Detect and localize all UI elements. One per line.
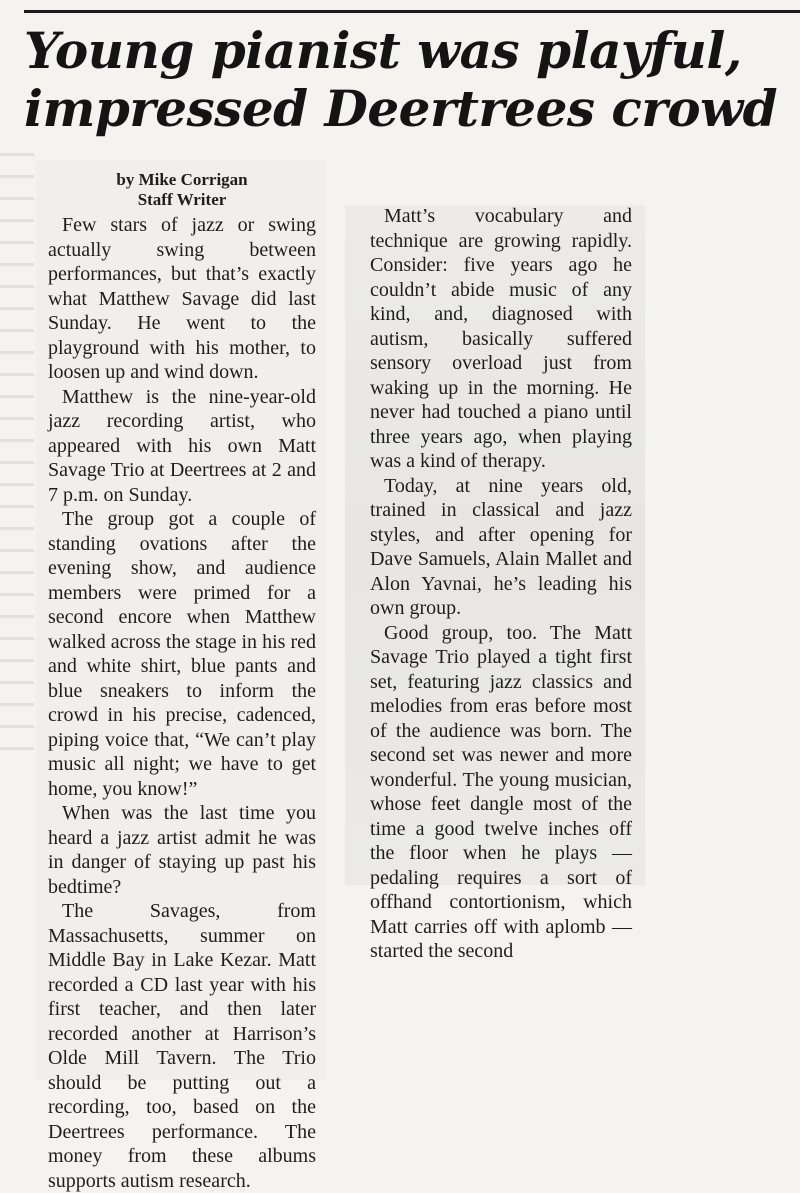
paragraph: Matt’s vocabulary and technique are growing rapidly. Consider: five years ago he couldn’t abide music of any kind, and, diagnosed with autism, basically suffered sensory overload just from waking up in the morning. He never had touched a piano until three years ago, when playing was a kind of therapy. (370, 205, 632, 472)
article-column-1 (48, 170, 316, 1193)
byline-author: by Mike Corrigan (116, 170, 248, 189)
paragraph: The group got a couple of standing ovations after the evening show, and audience members were primed for a second encore when Matthew walked across the stage in his red and white shirt, blue pants and blue sneakers to inform the crowd in his precise, cadenced, piping voice that, “We can’t play music all night; we have to get home, you know!” (48, 508, 316, 800)
article-column-2 (370, 204, 632, 964)
paragraph: Good group, too. The Matt Savage Trio played a tight first set, featuring jazz classics and melodies from eras before most of the audience was born. The second set was newer and more wonderful. The young musician, whose feet dangle most of the time a good twelve inches off the floor when he plays — pedaling requires a sort of offhand contortionism, which Matt carries off with aplomb — started the second (370, 621, 632, 962)
scan-edge (0, 150, 34, 750)
top-rule (24, 10, 800, 13)
paragraph: The Savages, from Massachusetts, summer on Middle Bay in Lake Kezar. Matt recorded a CD last year with his first teacher, and then later recorded another at Harrison’s Olde Mill Tavern. The Trio should be putting out a recording, too, based on the Deertrees performance. The money from these albums supports autism research. (48, 900, 316, 1192)
headline (24, 22, 800, 138)
byline (48, 170, 316, 210)
paragraph: Today, at nine years old, trained in classical and jazz styles, and after opening for Dave Samuels, Alain Mallet and Alon Yavnai, he’s leading his own group. (370, 474, 632, 619)
paragraph: Few stars of jazz or swing actually swing between performances, but that’s exactly what Matthew Savage did last Sunday. He went to the playground with his mother, to loosen up and wind down. (48, 214, 316, 383)
headline-line-2: impressed Deertrees crowd (24, 79, 778, 138)
byline-role: Staff Writer (137, 190, 227, 209)
paragraph: When was the last time you heard a jazz artist admit he was in danger of staying up past his bedtime? (48, 802, 316, 898)
headline-line-1: Young pianist was playful, (24, 21, 742, 80)
paragraph: Matthew is the nine-year-old jazz recording artist, who appeared with his own Matt Savage Trio at Deertrees at 2 and 7 p.m. on Sunday. (48, 385, 316, 506)
